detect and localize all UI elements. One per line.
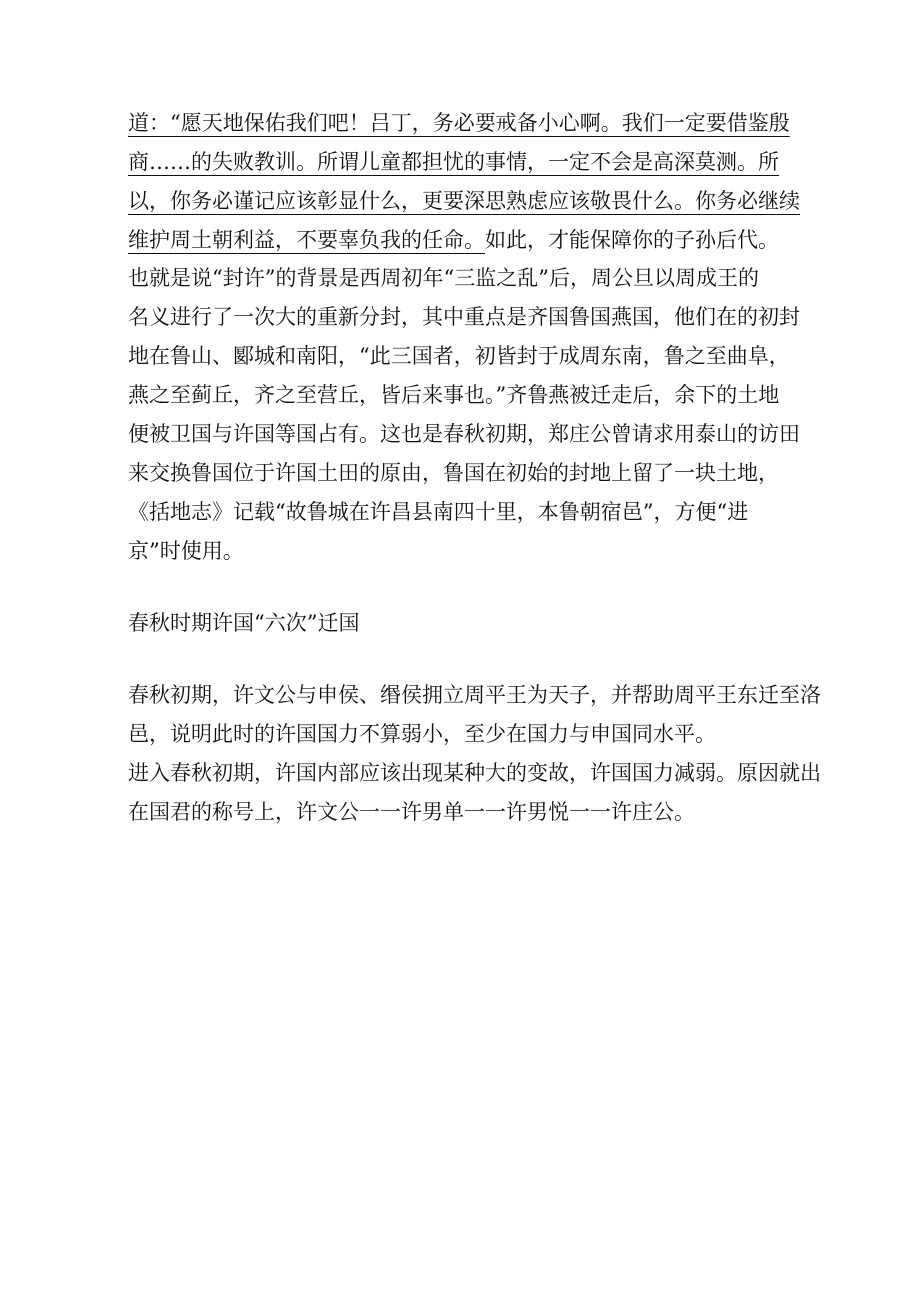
quote-line-3-underlined: 以，你务必谨记应该彰显什么，更要深思熟虑应该敬畏什么。你务必继续 — [128, 189, 800, 213]
paragraph-1-line-2: 名义进行了一次大的重新分封，其中重点是齐国鲁国燕国，他们在的初封 — [128, 305, 800, 329]
paragraph-1-line-5: 便被卫国与许国等国占有。这也是春秋初期，郑庄公曾请求用泰山的访田 — [128, 422, 800, 446]
quote-line-4-underlined: 维护周土朝利益，不要辜负我的任命。 — [128, 228, 485, 252]
quote-line-3 — [128, 186, 800, 216]
paragraph-1-line-7: 《括地志》记载“故鲁城在许昌县南四十里，本鲁朝宿邑”，方便“进 — [128, 500, 749, 524]
quote-line-4 — [128, 225, 779, 255]
quote-line-1 — [128, 108, 790, 138]
paragraph-1-line-8: 京”时使用。 — [128, 539, 244, 563]
paragraph-1-line-3: 地在鲁山、郾城和南阳，“此三国者，初皆封于成周东南，鲁之至曲阜， — [128, 344, 790, 368]
section-heading: 春秋时期许国“六次”迁国 — [128, 611, 360, 635]
paragraph-1-line-1: 也就是说“封许”的背景是西周初年“三监之乱”后，周公旦以周成王的 — [128, 266, 759, 290]
paragraph-2-line-1: 春秋初期，许文公与申侯、缗侯拥立周平王为天子，并帮助周平王东迁至洛 — [128, 683, 821, 707]
quote-line-4-rest: 如此，才能保障你的子孙后代。 — [485, 228, 779, 252]
quote-line-2-underlined: 商……的失败教训。所谓儿童都担忧的事情，一定不会是高深莫测。所 — [128, 150, 779, 174]
paragraph-3-line-2: 在国君的称号上，许文公一一许男单一一许男悦一一许庄公。 — [128, 800, 695, 824]
quote-line-1-underlined: 道：“愿天地保佑我们吧！吕丁，务必要戒备小心啊。我们一定要借鉴殷 — [128, 111, 790, 135]
paragraph-1-line-6: 来交换鲁国位于许国土田的原由，鲁国在初始的封地上留了一块土地， — [128, 461, 779, 485]
paragraph-2-line-2: 邑，说明此时的许国国力不算弱小，至少在国力与申国同水平。 — [128, 722, 716, 746]
paragraph-3-line-1: 进入春秋初期，许国内部应该出现某种大的变故，许国国力减弱。原因就出 — [128, 761, 821, 785]
paragraph-1-line-4: 燕之至蓟丘，齐之至营丘，皆后来事也。”齐鲁燕被迁走后，余下的土地 — [128, 383, 780, 407]
quote-line-2 — [128, 147, 779, 177]
